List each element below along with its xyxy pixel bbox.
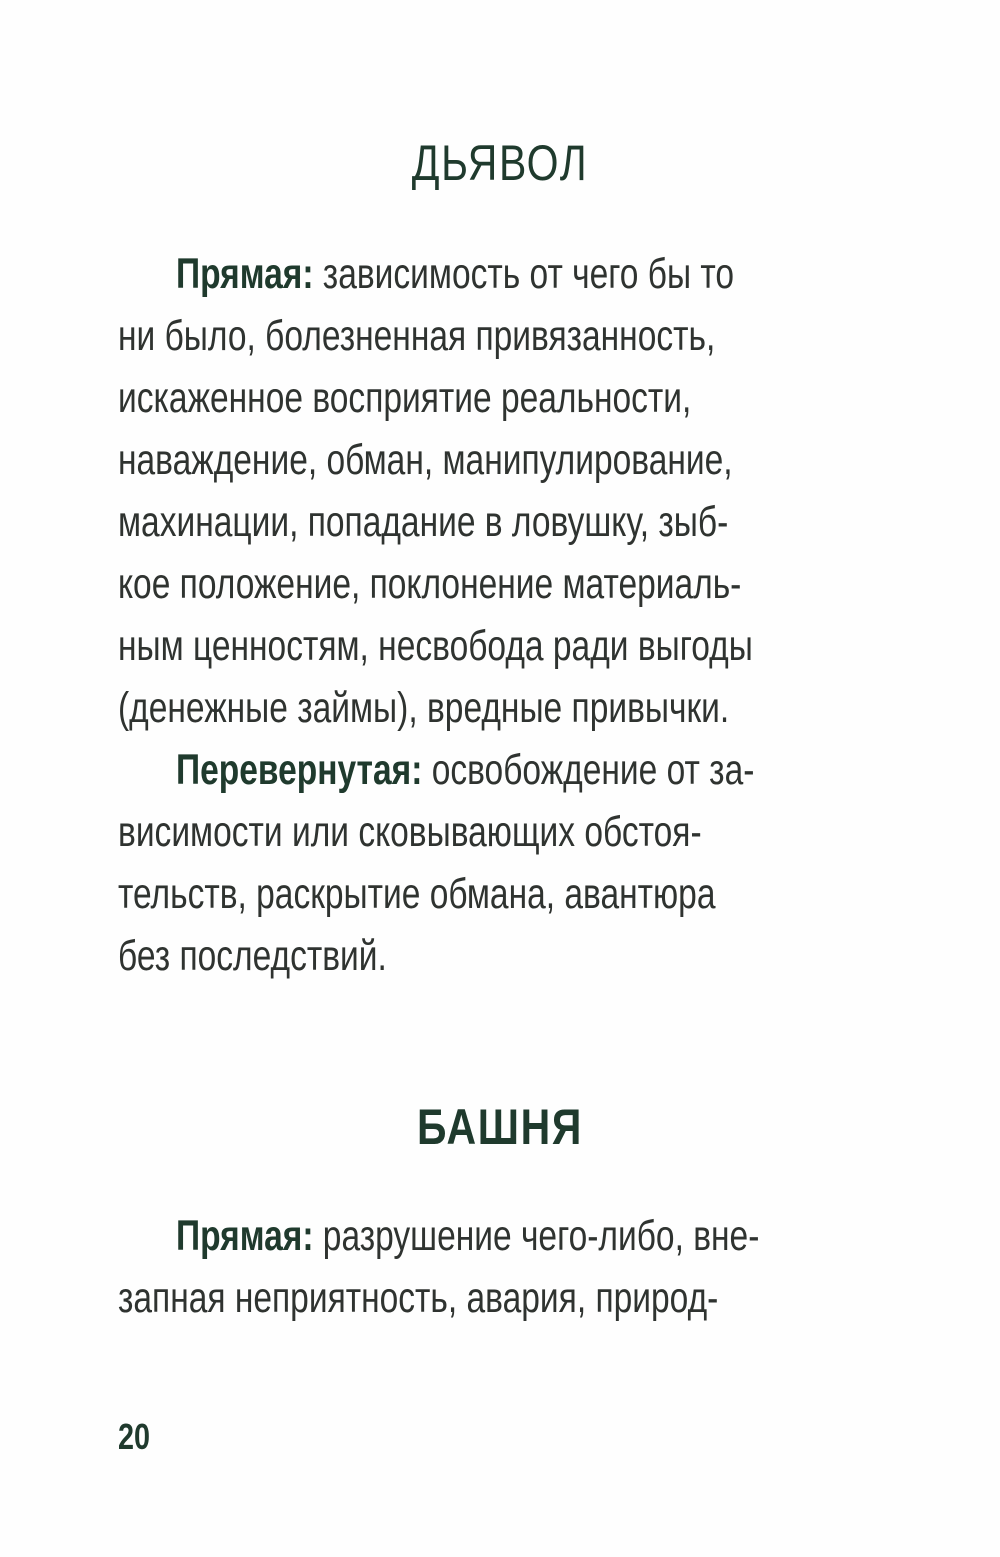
- upright-label: Прямая:: [176, 1212, 314, 1260]
- paragraph-line: (денежные займы), вредные привычки.: [118, 684, 730, 732]
- section-title-tower: БАШНЯ: [417, 1099, 583, 1155]
- paragraph-line: кое положение, поклонение материаль-: [118, 560, 742, 608]
- paragraph-line: махинации, попадание в ловушку, зыб-: [118, 498, 729, 546]
- paragraph-line: тельств, раскрытие обмана, авантюра: [118, 870, 716, 918]
- paragraph-line: [176, 1205, 862, 1267]
- reversed-label: Перевернутая:: [176, 746, 423, 794]
- line-text: освобождение от за-: [431, 746, 755, 794]
- line-text: разрушение чего-либо, вне-: [322, 1212, 760, 1260]
- paragraph-line: без последствий.: [118, 932, 387, 980]
- paragraph-line: висимости или сковывающих обстоя-: [118, 808, 702, 856]
- paragraph-line: наваждение, обман, манипулирование,: [118, 436, 733, 484]
- paragraph-line: ни было, болезненная привязанность,: [118, 312, 716, 360]
- paragraph-line: [176, 739, 862, 801]
- paragraph-line: [176, 243, 862, 305]
- upright-label: Прямая:: [176, 250, 314, 298]
- paragraph-line: запная неприятность, авария, природ-: [118, 1274, 719, 1322]
- page-number: 20: [118, 1416, 151, 1457]
- line-text: зависимость от чего бы то: [322, 250, 735, 298]
- section-title-devil: ДЬЯВОЛ: [411, 135, 589, 191]
- paragraph-line: искаженное восприятие реальности,: [118, 374, 692, 422]
- paragraph-line: ным ценностям, несвобода ради выгоды: [118, 622, 753, 670]
